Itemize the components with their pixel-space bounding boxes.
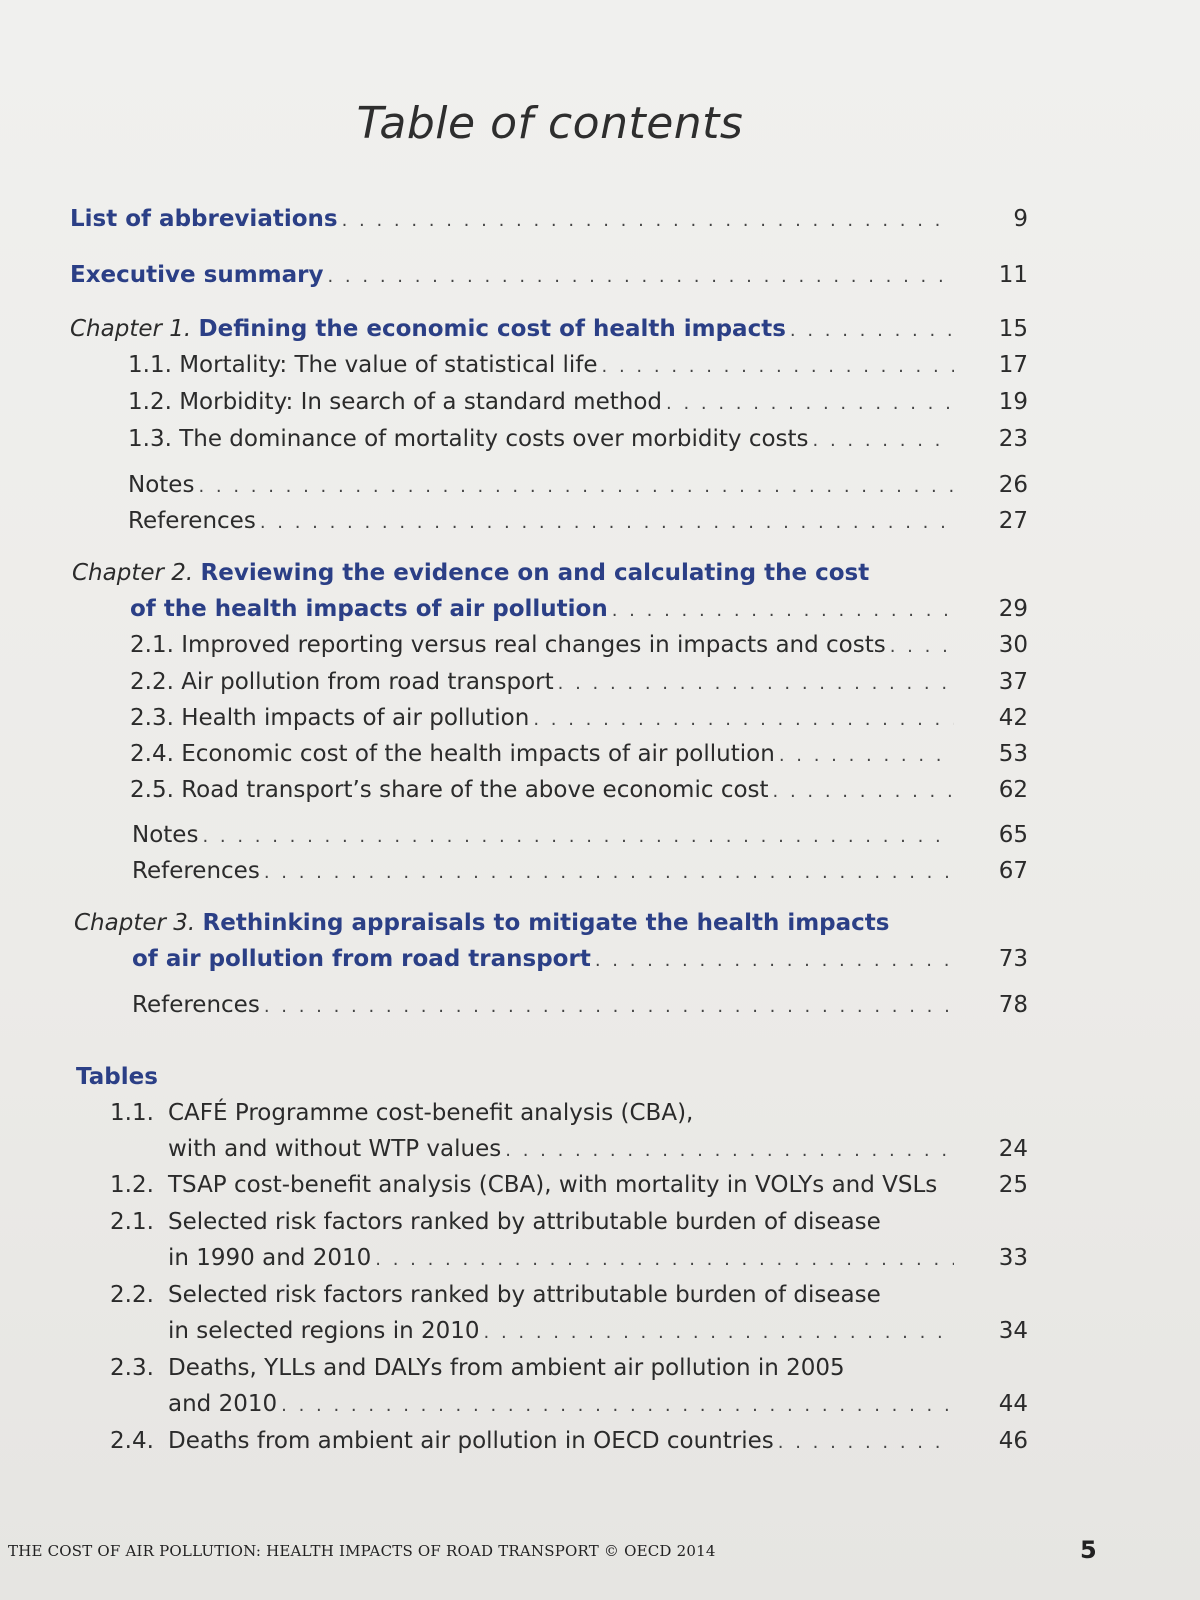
table-number: 2.4. (110, 1428, 154, 1454)
toc-entry-page: 33 (998, 1245, 1028, 1271)
leader-dots (790, 316, 954, 346)
leader-dots (375, 1245, 954, 1275)
leader-dots (813, 426, 954, 456)
toc-entry-page: 27 (998, 508, 1028, 534)
toc-entry-page: 29 (998, 596, 1028, 622)
toc-entry-page: 9 (1013, 206, 1028, 232)
table-number: 1.2. (110, 1172, 154, 1198)
toc-entry-abbreviations[interactable] (70, 204, 1028, 236)
toc-entry-page: 24 (998, 1136, 1028, 1162)
toc-entry-label: Executive summary (70, 262, 324, 288)
toc-entry-executive-summary[interactable] (70, 260, 1028, 292)
page-footer: THE COST OF AIR POLLUTION: HEALTH IMPACTS OF ROAD TRANSPORT © OECD 2014 (8, 1542, 716, 1560)
table-title: Deaths from ambient air pollution in OECD countries (168, 1428, 774, 1454)
toc-section-1-3[interactable] (128, 424, 1028, 456)
toc-entry-label: List of abbreviations (70, 206, 338, 232)
table-title: CAFÉ Programme cost-benefit analysis (CBA), (168, 1100, 694, 1126)
table-title-continued: and 2010 (168, 1391, 278, 1417)
table-title: TSAP cost-benefit analysis (CBA), with mortality in VOLYs and VSLs (168, 1172, 938, 1198)
toc-entry-page: 30 (998, 632, 1028, 658)
toc-entry-label: 1.1. Mortality: The value of statistical life (128, 352, 598, 378)
chapter-prefix: Chapter 2. (72, 560, 194, 586)
table-number: 2.1. (110, 1209, 154, 1235)
leader-dots (890, 632, 954, 662)
toc-table-2-4[interactable] (110, 1426, 1028, 1458)
toc-chapter-2[interactable] (130, 594, 1028, 626)
toc-table-1-2[interactable] (110, 1170, 1028, 1200)
chapter-title: Defining the economic cost of health impacts (198, 316, 786, 342)
toc-references-2[interactable] (132, 856, 1028, 888)
toc-entry-label: 2.5. Road transport’s share of the above economic cost (130, 777, 769, 803)
toc-entry-label: References (132, 858, 260, 884)
toc-entry-page: 62 (998, 777, 1028, 803)
toc-table-2-1-line1[interactable] (110, 1207, 881, 1237)
table-title-continued: in 1990 and 2010 (168, 1245, 372, 1271)
toc-chapter-1[interactable] (70, 314, 1028, 346)
chapter-title: Rethinking appraisals to mitigate the health impacts (202, 910, 890, 936)
leader-dots (264, 992, 954, 1022)
leader-dots (773, 777, 954, 807)
toc-notes-1[interactable] (128, 470, 1028, 502)
leader-dots (666, 389, 954, 419)
toc-entry-page: 46 (998, 1428, 1028, 1454)
toc-entry-label: Notes (132, 822, 199, 848)
toc-entry-page: 53 (998, 741, 1028, 767)
leader-dots (260, 508, 954, 538)
leader-dots (327, 262, 954, 292)
toc-section-1-2[interactable] (128, 387, 1028, 419)
leader-dots (558, 669, 954, 699)
leader-dots (484, 1318, 954, 1348)
table-title-continued: in selected regions in 2010 (168, 1318, 480, 1344)
toc-chapter-3-title-line1[interactable] (74, 908, 889, 938)
page-title: Table of contents (356, 98, 744, 149)
chapter-prefix: Chapter 3. (74, 910, 196, 936)
toc-entry-page: 17 (998, 352, 1028, 378)
leader-dots (198, 472, 954, 502)
toc-entry-page: 42 (998, 705, 1028, 731)
leader-dots (281, 1391, 954, 1421)
toc-entry-page: 19 (998, 389, 1028, 415)
leader-dots (778, 1428, 954, 1458)
toc-entry-page: 26 (998, 472, 1028, 498)
toc-entry-label: Notes (128, 472, 195, 498)
toc-entry-page: 65 (998, 822, 1028, 848)
toc-chapter-3[interactable] (132, 944, 1028, 976)
toc-entry-page: 67 (998, 858, 1028, 884)
toc-section-2-5[interactable] (130, 775, 1028, 807)
toc-entry-page: 78 (998, 992, 1028, 1018)
toc-section-1-1[interactable] (128, 350, 1028, 382)
leader-dots (602, 352, 954, 382)
toc-references-1[interactable] (128, 506, 1028, 538)
leader-dots (202, 822, 954, 852)
toc-section-2-4[interactable] (130, 739, 1028, 771)
toc-section-2-2[interactable] (130, 667, 1028, 699)
leader-dots (533, 705, 954, 735)
chapter-title-continued: of air pollution from road transport (132, 946, 591, 972)
toc-entry-page: 73 (998, 946, 1028, 972)
chapter-prefix: Chapter 1. (70, 316, 192, 342)
table-title: Selected risk factors ranked by attributable burden of disease (168, 1209, 881, 1235)
page-number: 5 (1080, 1536, 1097, 1564)
leader-dots (779, 741, 954, 771)
chapter-title-continued: of the health impacts of air pollution (130, 596, 608, 622)
toc-chapter-2-title-line1[interactable] (72, 558, 869, 588)
table-number: 2.3. (110, 1355, 154, 1381)
chapter-title: Reviewing the evidence on and calculating the cost (200, 560, 870, 586)
toc-entry-label: 1.2. Morbidity: In search of a standard method (128, 389, 662, 415)
tables-heading: Tables (76, 1064, 158, 1090)
leader-dots (595, 946, 954, 976)
toc-entry-page: 44 (998, 1391, 1028, 1417)
toc-entry-page: 37 (998, 669, 1028, 695)
toc-notes-2[interactable] (132, 820, 1028, 852)
toc-table-2-2[interactable] (168, 1316, 1028, 1348)
toc-table-2-2-line1[interactable] (110, 1280, 881, 1310)
toc-table-1-1[interactable] (168, 1134, 1028, 1166)
toc-table-2-1[interactable] (168, 1243, 1028, 1275)
toc-entry-label: 2.3. Health impacts of air pollution (130, 705, 530, 731)
toc-entry-page: 15 (998, 316, 1028, 342)
toc-references-3[interactable] (132, 990, 1028, 1022)
toc-table-2-3[interactable] (168, 1389, 1028, 1421)
table-number: 2.2. (110, 1282, 154, 1308)
toc-table-2-3-line1[interactable] (110, 1353, 845, 1383)
toc-entry-page: 25 (998, 1172, 1028, 1198)
toc-section-2-1[interactable] (130, 630, 1028, 662)
toc-section-2-3[interactable] (130, 703, 1028, 735)
toc-entry-label: 2.2. Air pollution from road transport (130, 669, 554, 695)
toc-entry-page: 11 (998, 262, 1028, 288)
toc-entry-page: 23 (998, 426, 1028, 452)
leader-dots (264, 858, 954, 888)
toc-entry-label: 2.4. Economic cost of the health impacts of air pollution (130, 741, 775, 767)
toc-entry-page: 34 (998, 1318, 1028, 1344)
leader-dots (505, 1136, 954, 1166)
toc-entry-label: References (132, 992, 260, 1018)
toc-entry-label: References (128, 508, 256, 534)
table-number: 1.1. (110, 1100, 154, 1126)
table-title: Deaths, YLLs and DALYs from ambient air pollution in 2005 (168, 1355, 845, 1381)
toc-entry-label: 2.1. Improved reporting versus real changes in impacts and costs (130, 632, 886, 658)
table-title-continued: with and without WTP values (168, 1136, 502, 1162)
toc-table-1-1-line1[interactable] (110, 1098, 693, 1128)
leader-dots (342, 206, 954, 236)
table-title: Selected risk factors ranked by attributable burden of disease (168, 1282, 881, 1308)
leader-dots (612, 596, 954, 626)
toc-entry-label: 1.3. The dominance of mortality costs over morbidity costs (128, 426, 809, 452)
